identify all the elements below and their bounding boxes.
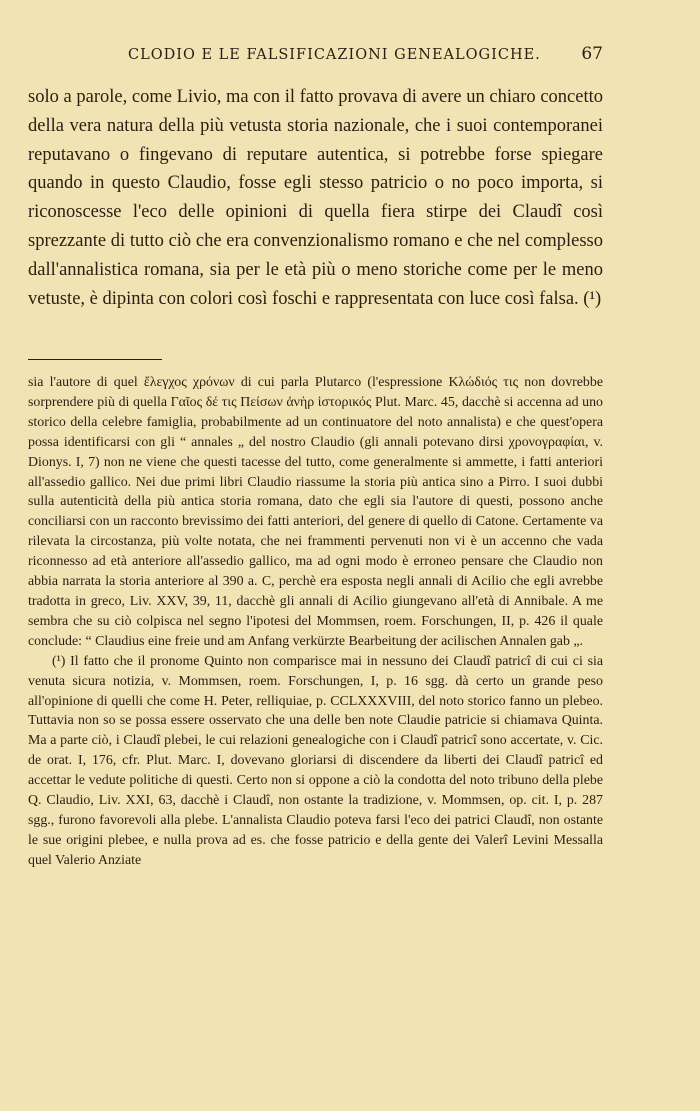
page-header (128, 44, 603, 64)
footnote-separator (28, 359, 162, 360)
page-number: 67 (581, 44, 603, 64)
main-paragraph: solo a parole, come Livio, ma con il fatto provava di avere un chiaro concetto della vera natura della più vetusta storia nazionale, che i suoi contemporanei reputavano o fingevano di reputare autentica, si potrebbe forse spiegare quando in questo Claudio, fosse egli stesso patricio o no poco importa, si riconoscesse l'eco delle opinioni di quella fiera stirpe dei Claudî così sprezzante di tutto ciò che era convenzionalismo romano e che nel complesso dall'annalistica romana, sia per le età più o meno storiche come per le meno vetuste, è dipinta con colori così foschi e rappresentata con luce così falsa. (¹) (28, 87, 603, 309)
footnote-continuation: sia l'autore di quel ἔλεγχος χρόνων di cui parla Plutarco (l'espressione Κλώδιός τις non dovrebbe sorprendere più di quella Γαῖος δέ τις Πείσων ἀνὴρ ἱστορικός Plut. Marc. 45, dacchè si accenna ad uno storico della celebre famiglia, probabilmente ad un continuatore del noto annalista) e che quest'opera possa identificarsi con gli “ annales „ del nostro Claudio (gli annali potevano dirsi χρονογραφίαι, v. Dionys. I, 7) non ne viene che questi tacesse del tutto, come generalmente si ammette, i fatti anteriori all'assedio gallico. Nei due primi libri Claudio riassume la storia più antica sino a Pirro. I suoi dubbi sulla autenticità della più antica storia romana, dato che egli sia l'autore di questi, possono anche conciliarsi con un racconto brevissimo dei fatti anteriori, del genere di quello di Catone. Certamente va rilevata la circostanza, più volte notata, che nei frammenti pervenuti non vi è un accenno che vada riconnesso ad età anteriore all'assedio gallico, ma ad ogni modo è erroneo pensare che Claudio non abbia narrata la storia anteriore al 390 a. C, perchè era esposta negli annali di Acilio che egli avrebbe tradotta in greco, Liv. XXV, 39, 11, dacchè gli annali di Acilio giungevano all'età di Annibale. A me sembra che su ciò colpisca nel segno l'ipotesi del Mommsen, roem. Forschungen, II, p. 426 il quale conclude: “ Claudius eine freie und am Anfang verkürzte Bearbeitung der acilischen Annalen gab „. (28, 375, 603, 649)
footnote-1: (¹) Il fatto che il pronome Quinto non comparisce mai in nessuno dei Claudî patricî di cui ci sia venuta sicura notizia, v. Mommsen, roem. Forschungen, I, p. 16 sgg. dà certo un grande peso all'opinione di quelli che come H. Peter, relliquiae, p. CCLXXXVIII, del noto storico fanno un plebeo. Tuttavia non so se possa essere osservato che una delle ben note Claudie patricie si chiamava Quinta. Ma a parte ciò, i Claudî plebei, le cui relazioni genealogiche con i Claudî patricî sono accertate, v. Cic. de orat. I, 176, cfr. Plut. Marc. I, dovevano gloriarsi di discendere da liberti dei Claudî patricî ed accettar le vedute politiche di questi. Certo non si oppone a ciò la condotta del noto tribuno della plebe Q. Claudio, Liv. XXI, 63, dacchè i Claudî, non ostante la tradizione, v. Mommsen, op. cit. I, p. 287 sgg., furono favorevoli alla plebe. L'annalista Claudio poteva farsi l'eco dei patrici Claudî, non ostante le sue origini plebee, e nulla prova ad es. che fosse patricio e della gente dei Valerî Levini Messalla quel Valerio Anziate (28, 653, 603, 868)
main-text-block (28, 83, 603, 313)
running-title: CLODIO E LE FALSIFICAZIONI GENEALOGICHE. (128, 47, 541, 63)
footnotes-block (28, 373, 603, 871)
